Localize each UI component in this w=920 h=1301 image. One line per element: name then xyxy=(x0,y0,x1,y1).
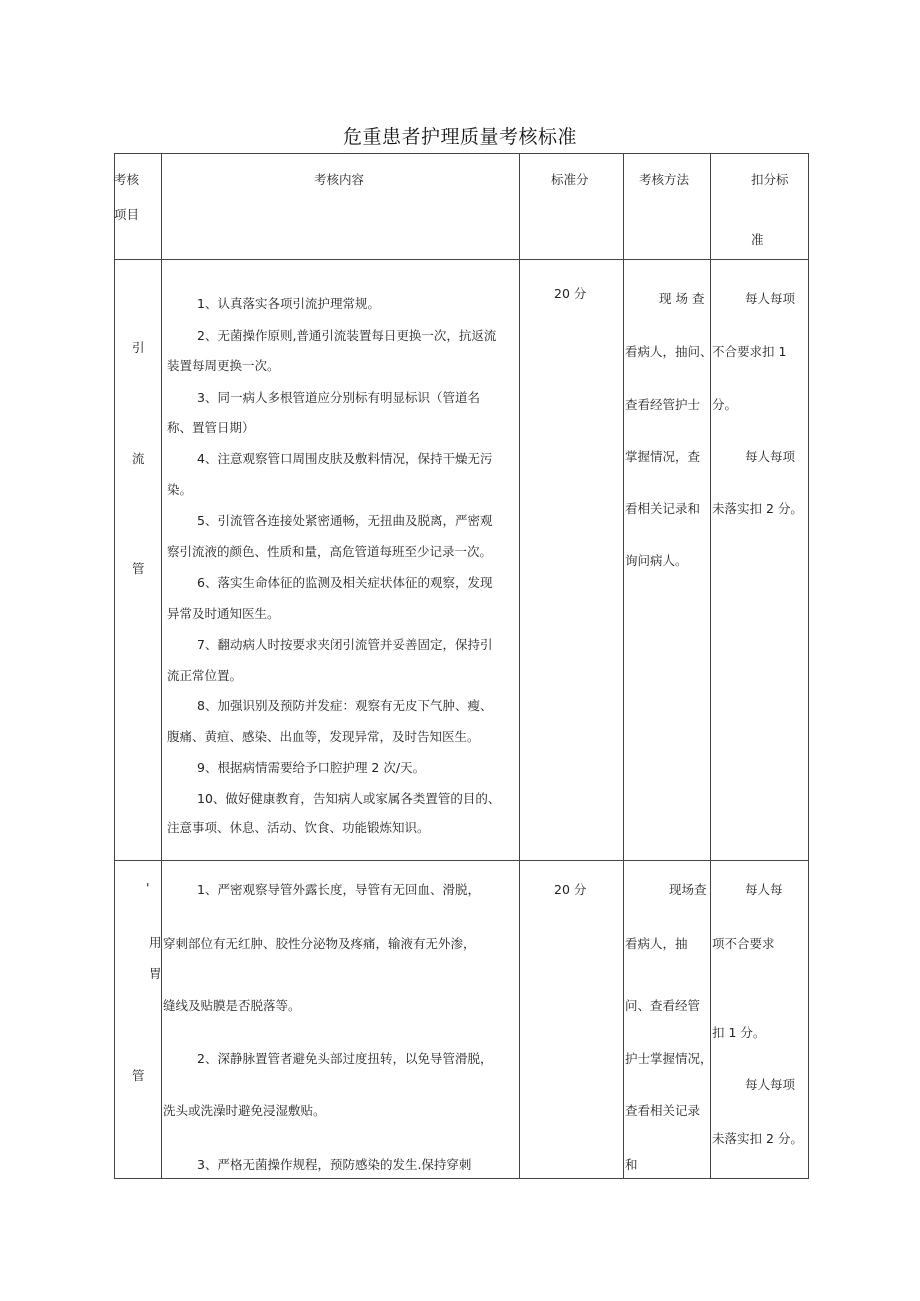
header-divider xyxy=(114,259,809,260)
section2-method-line: 现场查 xyxy=(669,882,707,897)
section-divider xyxy=(114,860,809,861)
section2-deduct-line: 每人每项 xyxy=(745,1077,796,1092)
section2-item-mark: 管 xyxy=(132,1068,145,1083)
section1-score: 20 分 xyxy=(554,286,587,301)
table-border-left xyxy=(114,153,115,1179)
section1-method-line: 看病人，抽问、 xyxy=(625,344,713,359)
header-item-line2: 项目 xyxy=(114,207,140,222)
section1-content-line: 4、注意观察管口周围皮肤及敷料情况，保持干燥无污 xyxy=(197,451,493,466)
section2-method-line: 看病人，抽 xyxy=(625,936,688,951)
column-divider-1 xyxy=(161,153,162,1179)
section1-content-line: 1、认真落实各项引流护理常规。 xyxy=(197,296,380,311)
document-title: 危重患者护理质量考核标准 xyxy=(342,126,577,148)
section2-item-mark: 胃 xyxy=(149,966,162,981)
section2-content-line: 缝线及贴膜是否脱落等。 xyxy=(163,998,301,1013)
assessment-table xyxy=(114,153,809,1179)
section2-item-mark: 用 xyxy=(149,935,162,950)
header-score: 标准分 xyxy=(551,172,589,187)
section2-method-line: 问、查看经管 xyxy=(625,998,701,1013)
section1-item-char: 管 xyxy=(132,561,145,576)
section2-deduct-line: 每人每 xyxy=(745,882,783,897)
section1-method-line: 现 场 查 xyxy=(659,291,705,306)
section2-item-mark: ' xyxy=(146,880,150,895)
section2-deduct-line: 项不合要求 xyxy=(712,936,775,951)
section1-deduct-line: 每人每项 xyxy=(745,291,796,306)
header-deduct-line2: 准 xyxy=(751,232,764,247)
section1-content-line: 2、无菌操作原则,普通引流装置每日更换一次，抗返流 xyxy=(197,328,497,343)
column-divider-4 xyxy=(710,153,711,1179)
section2-content-line: 洗头或洗澡时避免浸湿敷贴。 xyxy=(163,1103,326,1118)
section1-content-line: 流正常位置。 xyxy=(167,668,243,683)
section1-item-char: 引 xyxy=(132,340,145,355)
section1-content-line: 注意事项、休息、活动、饮食、功能锻炼知识。 xyxy=(167,820,430,835)
section1-content-line: 8、加强识别及预防并发症：观察有无皮下气肿、瘦、 xyxy=(197,698,493,713)
section2-method-line: 和 xyxy=(625,1157,638,1172)
section2-content-line: 3、严格无菌操作规程，预防感染的发生.保持穿刺 xyxy=(197,1157,472,1172)
section2-score: 20 分 xyxy=(554,882,587,897)
section1-content-line: 3、同一病人多根管道应分别标有明显标识（管道名 xyxy=(197,390,480,405)
section1-content-line: 染。 xyxy=(167,482,193,497)
section1-content-line: 6、落实生命体征的监测及相关症状体征的观察，发现 xyxy=(197,575,493,590)
section1-item-char: 流 xyxy=(132,451,145,466)
section1-content-line: 5、引流管各连接处紧密通畅，无扭曲及脱离，严密观 xyxy=(197,513,493,528)
section1-method-line: 掌握情况，查 xyxy=(625,449,701,464)
section1-deduct-line: 分。 xyxy=(712,397,738,412)
section1-method-line: 看相关记录和 xyxy=(625,501,701,516)
section1-content-line: 10、做好健康教育，告知病人或家属各类置管的目的、 xyxy=(197,791,501,806)
table-border-bottom xyxy=(114,1178,809,1179)
section2-content-line: 1、严密观察导管外露长度，导管有无回血、滑脱， xyxy=(197,882,480,897)
section2-method-line: 查看相关记录 xyxy=(625,1103,701,1118)
section1-content-line: 装置每周更换一次。 xyxy=(167,358,280,373)
header-item-line1: 考核 xyxy=(114,172,140,187)
section2-deduct-line: 未落实扣 2 分。 xyxy=(712,1131,803,1146)
section1-content-line: 7、翻动病人时按要求夹闭引流管并妥善固定，保持引 xyxy=(197,637,493,652)
header-method: 考核方法 xyxy=(639,172,690,187)
section1-method-line: 询问病人。 xyxy=(625,553,688,568)
section1-method-line: 查看经管护士 xyxy=(625,397,701,412)
section1-deduct-line: 不合要求扣 1 xyxy=(712,344,787,359)
section2-content-line: 穿刺部位有无红肿、胶性分泌物及疼痛，输液有无外渗， xyxy=(163,936,476,951)
section2-content-line: 2、深静脉置管者避免头部过度扭转，以免导管滑脱， xyxy=(197,1051,493,1066)
section2-deduct-line: 扣 1 分。 xyxy=(712,1025,766,1040)
section1-content-line: 异常及时通知医生。 xyxy=(167,606,280,621)
column-divider-2 xyxy=(519,153,520,1179)
section1-content-line: 称、置管日期） xyxy=(167,420,255,435)
section1-deduct-line: 未落实扣 2 分。 xyxy=(712,501,803,516)
table-border-right xyxy=(808,153,809,1179)
section1-content-line: 腹痛、黄疸、感染、出血等，发现异常，及时告知医生。 xyxy=(167,729,480,744)
section2-method-line: 护士掌握情况， xyxy=(625,1051,713,1066)
section1-content-line: 察引流液的颜色、性质和量，高危管道每班至少记录一次。 xyxy=(167,544,493,559)
section1-deduct-line: 每人每项 xyxy=(745,449,796,464)
header-content: 考核内容 xyxy=(314,172,365,187)
table-border-top xyxy=(114,153,809,154)
header-deduct-line1: 扣分标 xyxy=(751,172,789,187)
section1-content-line: 9、根据病情需要给予口腔护理 2 次/天。 xyxy=(197,760,426,775)
column-divider-3 xyxy=(623,153,624,1179)
